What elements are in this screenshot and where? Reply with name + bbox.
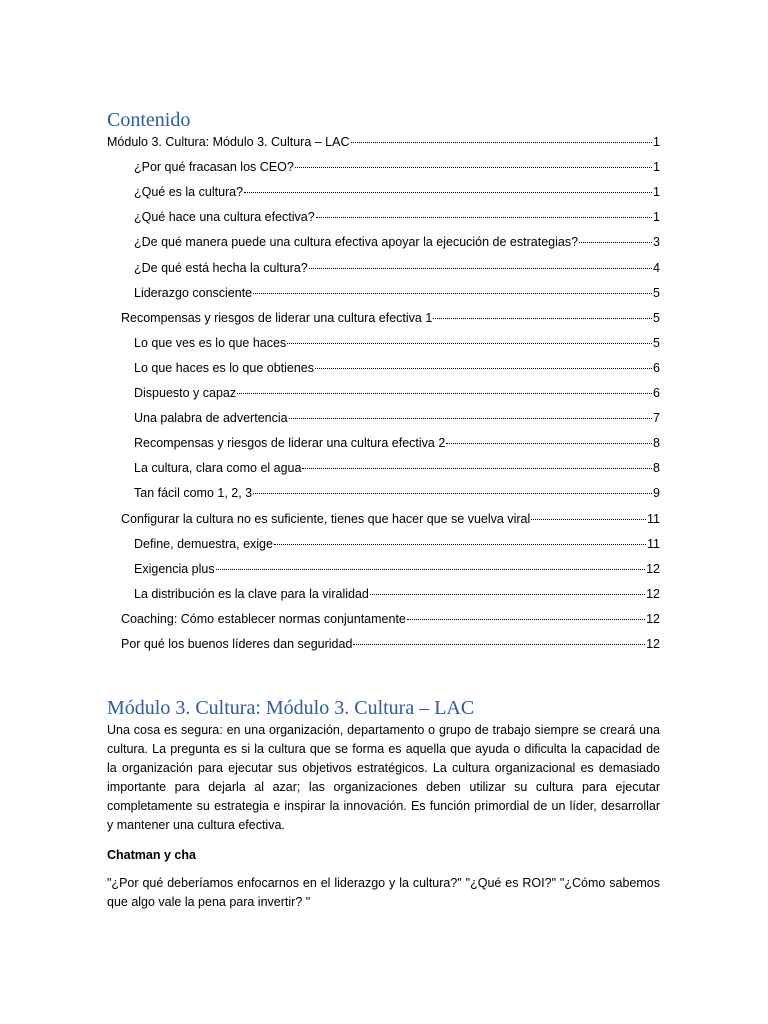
- toc-entry-title: La distribución es la clave para la viralidad: [134, 586, 369, 601]
- toc-entry[interactable]: [121, 635, 660, 653]
- toc-entry[interactable]: [121, 610, 660, 628]
- toc-entry[interactable]: [134, 409, 660, 427]
- toc-leader-dots: [237, 393, 652, 394]
- toc-leader-dots: [433, 318, 652, 319]
- toc-entry[interactable]: [134, 334, 660, 352]
- toc-entry-page: 5: [653, 285, 660, 300]
- toc-entry-page: 4: [653, 260, 660, 275]
- toc-entry[interactable]: [134, 535, 660, 553]
- toc-entry-page: 1: [653, 185, 660, 200]
- toc-leader-dots: [446, 443, 652, 444]
- toc-entry-page: 8: [653, 461, 660, 476]
- toc-entry-title: Define, demuestra, exige: [134, 536, 273, 551]
- toc-leader-dots: [253, 293, 652, 294]
- toc-entry[interactable]: [134, 384, 660, 402]
- toc-leader-dots: [287, 343, 652, 344]
- toc-entry-page: 6: [653, 360, 660, 375]
- toc-entry-page: 8: [653, 436, 660, 451]
- toc-leader-dots: [351, 142, 653, 143]
- section-heading: Módulo 3. Cultura: Módulo 3. Cultura – LAC: [107, 697, 475, 719]
- toc-entry-page: 5: [653, 335, 660, 350]
- toc-leader-dots: [407, 619, 645, 620]
- toc-entry[interactable]: [134, 183, 660, 201]
- toc-entry-title: ¿De qué manera puede una cultura efectiva apoyar la ejecución de estrategias?: [134, 235, 579, 250]
- toc-entry-title: Exigencia plus: [134, 561, 215, 576]
- toc-entry[interactable]: [134, 585, 660, 603]
- toc-entry[interactable]: [134, 158, 660, 176]
- toc-entry-page: 1: [653, 135, 660, 149]
- toc-entry-page: 12: [646, 586, 660, 601]
- toc-leader-dots: [579, 242, 652, 243]
- toc-entry[interactable]: [107, 133, 660, 151]
- toc-leader-dots: [302, 468, 652, 469]
- toc-entry-title: Lo que ves es lo que haces: [134, 335, 287, 350]
- toc-entry[interactable]: [121, 309, 660, 327]
- toc-leader-dots: [274, 544, 646, 545]
- toc-entry-page: 12: [646, 611, 660, 626]
- toc-entry-page: 12: [646, 637, 660, 651]
- toc-entry-title: Lo que haces es lo que obtienes: [134, 360, 314, 375]
- toc-entry-title: ¿Por qué fracasan los CEO?: [134, 160, 294, 175]
- toc-leader-dots: [353, 644, 645, 645]
- toc-entry[interactable]: [121, 510, 660, 528]
- toc-leader-dots: [315, 368, 652, 369]
- toc-entry-title: La cultura, clara como el agua: [134, 461, 302, 476]
- subheading: Chatman y cha: [107, 848, 196, 862]
- toc-entry-page: 1: [653, 160, 660, 175]
- toc-entry-title: Configurar la cultura no es suficiente, tienes que hacer que se vuelva viral: [121, 511, 531, 526]
- toc-entry-page: 12: [646, 561, 660, 576]
- toc-leader-dots: [309, 268, 652, 269]
- toc-entry-page: 1: [653, 210, 660, 225]
- toc-entry[interactable]: [134, 560, 660, 578]
- toc-entry[interactable]: [134, 459, 660, 477]
- toc-entry-title: Dispuesto y capaz: [134, 386, 237, 400]
- toc-leader-dots: [370, 594, 645, 595]
- toc-entry-title: Módulo 3. Cultura: Módulo 3. Cultura – LAC: [107, 135, 350, 149]
- toc-entry[interactable]: [134, 284, 660, 302]
- toc-entry-page: 5: [653, 310, 660, 325]
- toc-entry-title: Recompensas y riesgos de liderar una cultura efectiva 2: [134, 436, 446, 451]
- toc-entry-page: 3: [653, 235, 660, 250]
- toc-entry-page: 9: [653, 486, 660, 501]
- toc-entry[interactable]: [134, 434, 660, 452]
- quote-paragraph: "¿Por qué deberíamos enfocarnos en el liderazgo y la cultura?" "¿Qué es ROI?" "¿Cómo sabemos que algo vale la pena para invertir? ": [107, 876, 660, 909]
- toc-entry-title: ¿De qué está hecha la cultura?: [134, 260, 308, 275]
- toc-entry-title: ¿Qué hace una cultura efectiva?: [134, 210, 315, 225]
- toc-entry[interactable]: [134, 484, 660, 502]
- toc-entry[interactable]: [134, 359, 660, 377]
- toc-entry-page: 6: [653, 386, 660, 400]
- toc-leader-dots: [295, 167, 652, 168]
- toc-leader-dots: [531, 519, 646, 520]
- toc-entry-title: ¿Qué es la cultura?: [134, 185, 244, 200]
- toc-entry-page: 7: [653, 411, 660, 426]
- toc-entry-page: 11: [647, 536, 660, 551]
- toc-leader-dots: [289, 418, 652, 419]
- toc-entry[interactable]: [134, 233, 660, 251]
- toc-leader-dots: [244, 192, 652, 193]
- toc-heading: Contenido: [107, 109, 191, 131]
- toc-leader-dots: [316, 217, 652, 218]
- toc-leader-dots: [216, 569, 645, 570]
- toc-entry-title: Tan fácil como 1, 2, 3: [134, 486, 253, 501]
- toc-leader-dots: [253, 493, 652, 494]
- toc-entry-title: Coaching: Cómo establecer normas conjuntamente: [121, 611, 406, 626]
- toc-entry-title: Liderazgo consciente: [134, 285, 253, 300]
- toc-entry[interactable]: [134, 259, 660, 277]
- toc-entry[interactable]: [134, 208, 660, 226]
- toc-entry-title: Recompensas y riesgos de liderar una cultura efectiva 1: [121, 310, 433, 325]
- intro-paragraph: Una cosa es segura: en una organización, departamento o grupo de trabajo siempre se creará una cultura. La pregunta es si la cultura que se forma es aquella que ayuda o dificulta la capacidad de la organización para ejecutar sus objetivos estratégicos. La cultura organizacional es demasiado importante para dejarla al azar; las organizaciones deben utilizar su cultura para ejecutar completamente su estrategia e inspirar la innovación. Es función primordial de un líder, desarrollar y mantener una cultura efectiva.: [107, 723, 660, 832]
- toc-entry-title: Por qué los buenos líderes dan seguridad: [121, 637, 353, 651]
- toc-entry-title: Una palabra de advertencia: [134, 411, 288, 426]
- toc-entry-page: 11: [647, 511, 660, 526]
